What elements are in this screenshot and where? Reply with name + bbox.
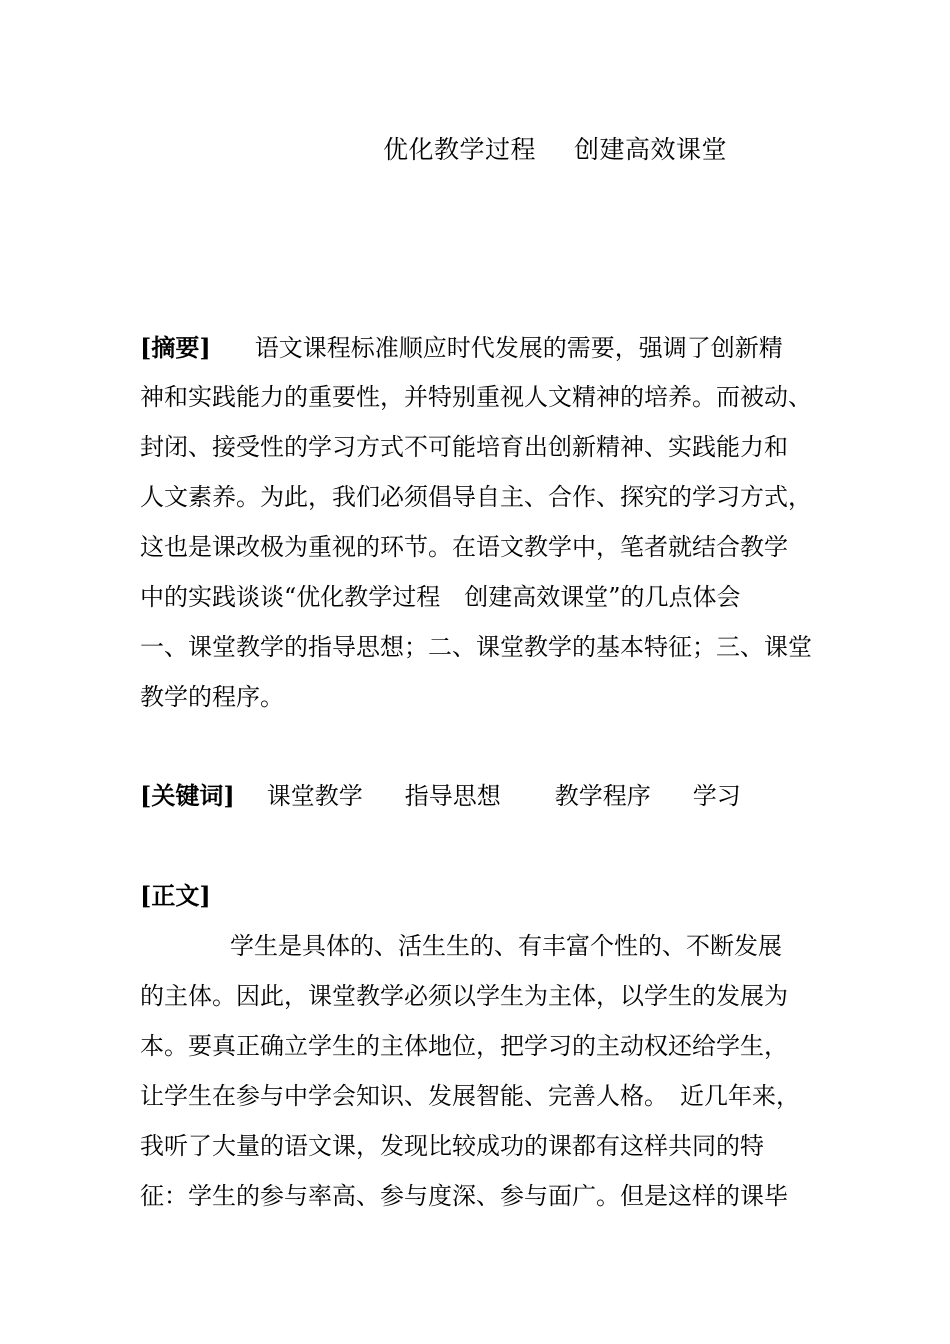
body-label: [正文] [140,881,211,910]
abstract-line-1 [140,332,783,364]
body-line-4: 让学生在参与中学会知识、发展智能、完善人格。 近几年来， [140,1082,800,1110]
body-line-1 [140,930,782,962]
body-line-3: 本。要真正确立学生的主体地位，把学习的主动权还给学生， [140,1032,788,1060]
keywords-line [140,780,741,812]
keyword-3: 教学程序 [554,782,651,810]
body-line-5: 我听了大量的语文课，发现比较成功的课都有这样共同的特 [140,1132,764,1160]
abstract-line-7: 一、课堂教学的指导思想；二、课堂教学的基本特征；三、课堂 [140,633,812,661]
title-part-2: 创建高效课堂 [574,135,728,164]
abstract-line-4: 人文素养。为此，我们必须倡导自主、合作、探究的学习方式， [140,483,812,511]
abstract-line-6: 中的实践谈谈“优化教学过程 创建高效课堂”的几点体会 [140,583,741,611]
abstract-line-2: 神和实践能力的重要性，并特别重视人文精神的培养。而被动、 [140,383,812,411]
title-part-1: 优化教学过程 [383,135,537,164]
document-title [383,130,727,166]
abstract-line-3: 封闭、接受性的学习方式不可能培育出创新精神、实践能力和 [140,433,788,461]
keyword-1: 课堂教学 [266,782,363,810]
body-line-2: 的主体。因此，课堂教学必须以学生为主体，以学生的发展为 [140,982,788,1010]
abstract-label: [摘要] [140,333,211,362]
body-line-6: 征：学生的参与率高、参与度深、参与面广。但是这样的课毕 [140,1182,788,1210]
keyword-2: 指导思想 [404,782,501,810]
abstract-line-5: 这也是课改极为重视的环节。在语文教学中，笔者就结合教学 [140,533,788,561]
keywords-label: [关键词] [140,781,235,810]
keyword-4: 学习 [692,782,741,810]
body-text-1: 学生是具体的、活生生的、有丰富个性的、不断发展 [230,932,782,960]
abstract-line-8: 教学的程序。 [140,683,284,711]
abstract-text-1: 语文课程标准顺应时代发展的需要，强调了创新精 [254,334,783,362]
